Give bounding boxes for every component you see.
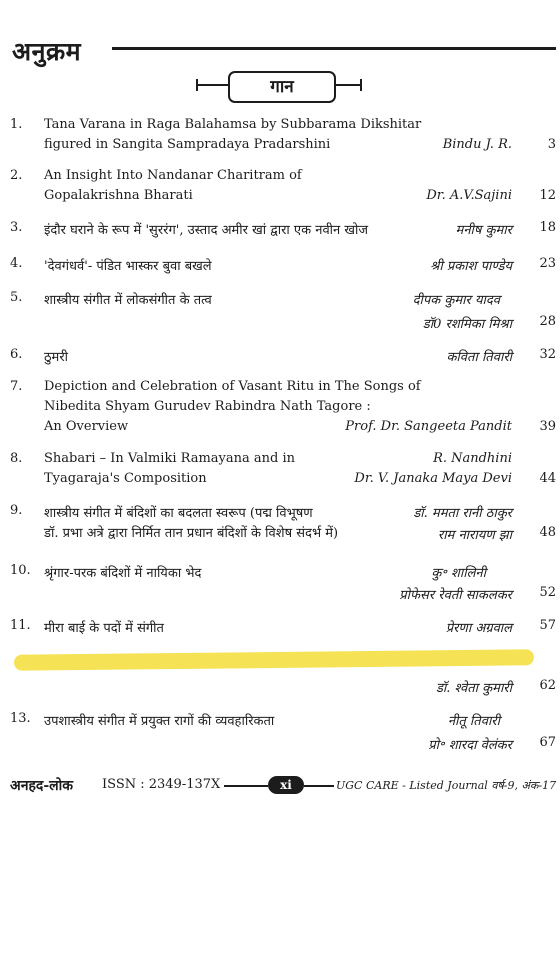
entry-author: प्रो॰ शारदा वेलंकर: [428, 738, 512, 753]
entry-number: 11.: [10, 618, 31, 633]
entry-author: श्री प्रकाश पाण्डेय: [430, 259, 512, 274]
entry-title-line: 'देवगंधर्व'- पंडित भास्कर बुवा बखले: [44, 259, 212, 274]
index-heading: अनुक्रम: [12, 37, 82, 66]
entry-number: 7.: [10, 379, 23, 394]
ugc-listing: UGC CARE - Listed Journal वर्ष-9, अंक-17: [336, 779, 557, 792]
entry-number: 3.: [10, 220, 23, 235]
entry-author: मनीष कुमार: [455, 223, 512, 238]
entry-title-line: Tyagaraja's Composition: [44, 471, 207, 486]
entry-author: राम नारायण झा: [437, 528, 512, 543]
entry-page: 23: [539, 256, 556, 271]
entry-page: 57: [539, 618, 556, 633]
entry-author: डॉ0 रशमिका मिश्रा: [422, 317, 512, 332]
entry-page: 18: [539, 220, 556, 235]
entry-page: 3: [547, 137, 556, 152]
entry-page: 28: [539, 314, 556, 329]
entry-number: 5.: [10, 290, 23, 305]
entry-title-line: Tana Varana in Raga Balahamsa by Subbarama Dikshitar: [44, 117, 422, 132]
entry-page: 67: [539, 735, 556, 750]
entry-number: 10.: [10, 563, 31, 578]
entry-number: 2.: [10, 168, 23, 183]
entry-title-line: मीरा बाई के पदों में संगीत: [44, 621, 164, 636]
entry-title-line: उपशास्त्रीय संगीत में प्रयुक्त रागों की व्यवहारिकता: [44, 714, 275, 729]
entry-title-line: श्रृंगार-परक बंदिशों में नायिका भेद: [44, 566, 202, 581]
entry-author: प्रोफेसर रेवती साकलकर: [399, 588, 512, 603]
journal-name: अनहद-लोक: [10, 778, 74, 794]
entry-page: 39: [539, 419, 556, 434]
page-number-badge: xi: [268, 776, 304, 794]
entry-author: Bindu J. R.: [442, 137, 512, 152]
entry-number: 9.: [10, 503, 23, 518]
highlighter-mark: [14, 649, 534, 670]
entry-title-line: शास्त्रीय संगीत में बंदिशों का बदलता स्वरूप (पद्म विभूषण: [44, 506, 313, 521]
entry-number: 8.: [10, 451, 23, 466]
entry-author: डॉ. श्वेता कुमारी: [435, 681, 512, 696]
entry-author: Prof. Dr. Sangeeta Pandit: [345, 419, 512, 434]
section-rule-left: [196, 84, 228, 86]
entry-title-line: Gopalakrishna Bharati: [44, 188, 193, 203]
entry-author: Dr. V. Janaka Maya Devi: [354, 471, 512, 486]
section-label: गान: [228, 71, 336, 103]
entry-title-line: डॉ. प्रभा अत्रे द्वारा निर्मित तान प्रधान बंदिशों के विशेष संदर्भ में): [44, 526, 339, 541]
entry-page: 52: [539, 585, 556, 600]
page-footer: [10, 776, 558, 798]
entry-page: 62: [539, 678, 556, 693]
entry-title-line: Shabari – In Valmiki Ramayana and in: [44, 451, 296, 466]
entry-page: 44: [539, 471, 556, 486]
footer-rule-right: [304, 785, 334, 787]
heading-rule: [112, 47, 556, 50]
entry-title-line: Nibedita Shyam Gurudev Rabindra Nath Tagore :: [44, 399, 371, 414]
entry-author: Dr. A.V.Sajini: [426, 188, 512, 203]
entry-number: 6.: [10, 347, 23, 362]
entry-title-line: Depiction and Celebration of Vasant Ritu in The Songs of: [44, 379, 421, 394]
entry-page: 32: [539, 347, 556, 362]
entry-page: 12: [539, 188, 556, 203]
entry-author: कु॰ शालिनी: [431, 566, 486, 581]
entry-number: 4.: [10, 256, 23, 271]
entry-author: कविता तिवारी: [446, 350, 512, 365]
section-rule-right: [336, 84, 362, 86]
entry-author: दीपक कुमार यादव: [412, 293, 500, 308]
entry-title-line: इंदौर घराने के रूप में 'सुररंग', उस्ताद अमीर खां द्वारा एक नवीन खोज: [44, 223, 369, 238]
entry-title-line: शास्त्रीय संगीत में लोकसंगीत के तत्व: [44, 293, 212, 308]
entry-number: 1.: [10, 117, 23, 132]
entry-title-line: figured in Sangita Sampradaya Pradarshini: [44, 137, 331, 152]
entry-number: 13.: [10, 711, 31, 726]
entry-title-line: ठुमरी: [44, 350, 69, 365]
entry-title-line: An Overview: [44, 419, 129, 434]
entry-author: प्रेरणा अग्रवाल: [445, 621, 512, 636]
issn-number: ISSN : 2349-137X: [102, 777, 221, 792]
entry-page: 48: [539, 525, 556, 540]
entry-author: नीतू तिवारी: [447, 714, 500, 729]
entry-author: R. Nandhini: [433, 451, 512, 466]
footer-rule-left: [224, 785, 268, 787]
entry-author: डॉ. ममता रानी ठाकुर: [413, 506, 512, 521]
entry-title-line: An Insight Into Nandanar Charitram of: [44, 168, 302, 183]
